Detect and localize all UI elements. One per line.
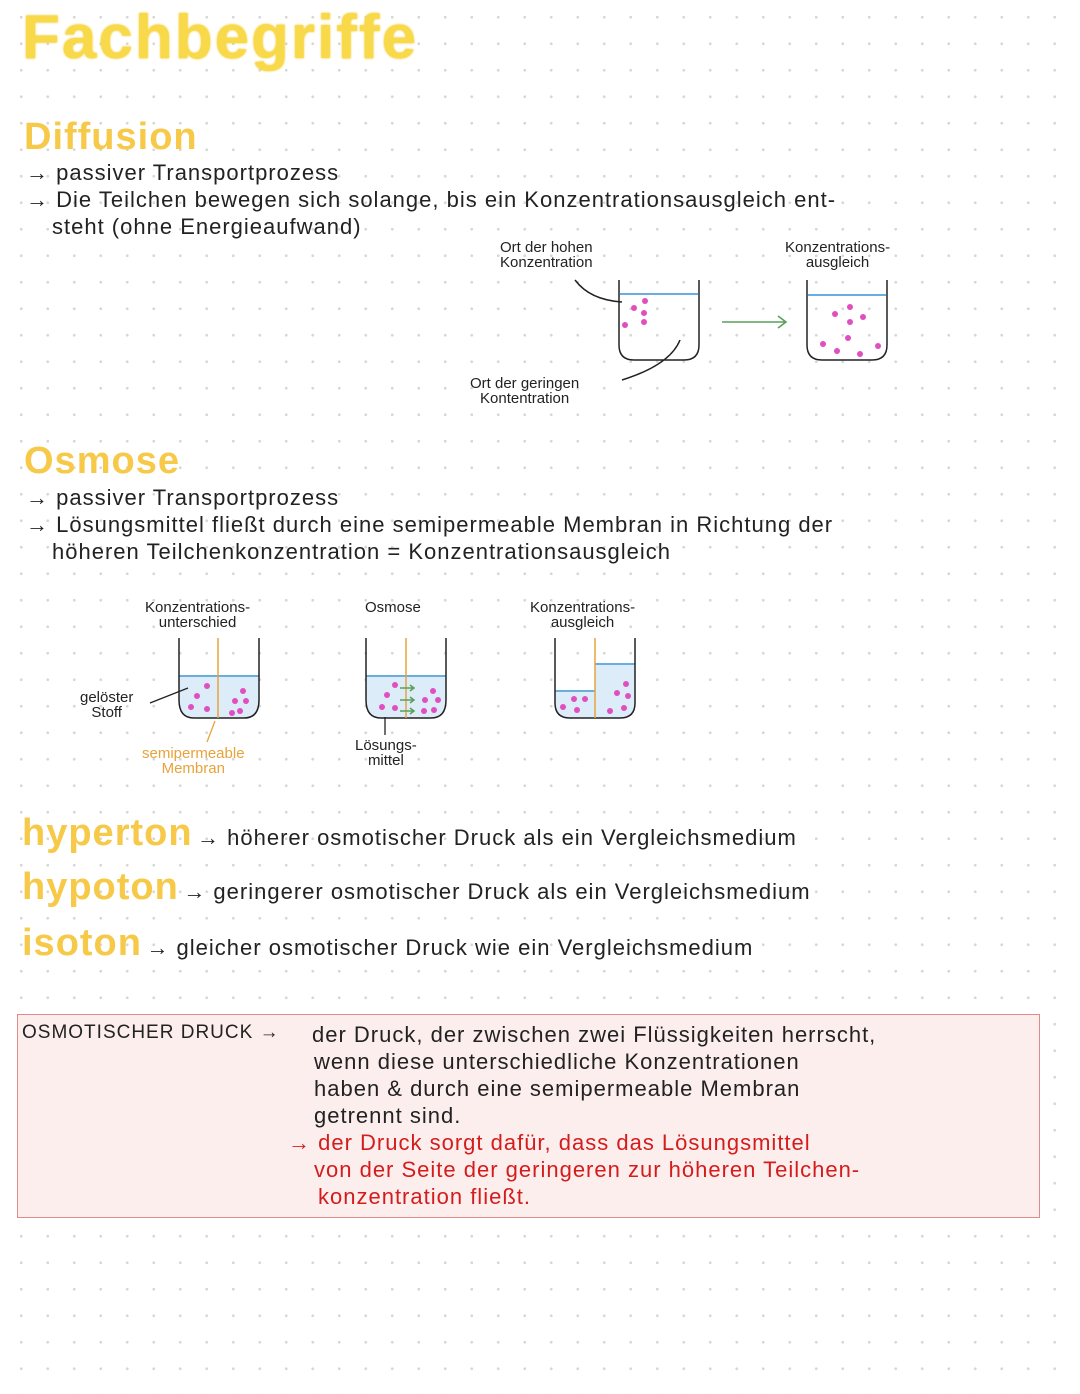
term-hypoton: hypoton → geringerer osmotischer Druck als ein Vergleichsmedium	[22, 866, 811, 908]
label-balance-osmose: Konzentrations- ausgleich	[530, 599, 636, 631]
term-isoton: isoton → gleicher osmotischer Druck wie ein Vergleichsmedium	[22, 922, 754, 964]
beaker-osmose-2	[366, 638, 446, 735]
label-balance-diffusion: Konzentrations- ausgleich	[785, 239, 891, 271]
box-line-2: wenn diese unterschiedliche Konzentrationen	[314, 1049, 800, 1074]
box-red-line-1: → der Druck sorgt dafür, dass das Lösungsmittel	[288, 1130, 811, 1155]
label-solute: gelöster Stoff	[80, 689, 134, 721]
particles-high	[622, 298, 648, 328]
box-line-1: der Druck, der zwischen zwei Flüssigkeiten herrscht,	[312, 1022, 877, 1047]
diffusion-bullet-2-cont: steht (ohne Energieaufwand)	[52, 214, 362, 239]
beaker-osmose-3	[555, 638, 635, 718]
label-high-concentration: Ort der hohen Konzentration	[500, 239, 593, 271]
beaker-balance	[807, 280, 887, 360]
heading-diffusion: Diffusion	[24, 116, 198, 158]
osmose-bullet-2: → Lösungsmittel fließt durch eine semipermeable Membran in Richtung der	[26, 512, 834, 537]
page-title: Fachbegriffe	[22, 3, 419, 72]
arrow-right-icon	[722, 316, 786, 328]
label-osmose: Osmose	[365, 599, 421, 616]
diffusion-bullet-2: → Die Teilchen bewegen sich solange, bis ein Konzentrationsausgleich ent-	[26, 187, 837, 212]
beaker-osmose-1	[150, 638, 259, 742]
osmose-bullet-1: → passiver Transportprozess	[26, 485, 340, 510]
heading-osmose: Osmose	[24, 440, 180, 482]
label-low-concentration: Ort der geringen Kontentration	[470, 375, 580, 407]
label-concentration-difference: Konzentrations- unterschied	[145, 599, 251, 631]
box-line-4: getrennt sind.	[314, 1103, 462, 1128]
box-term: OSMOTISCHER DRUCK →	[22, 1022, 280, 1043]
box-red-line-3: konzentration fließt.	[318, 1184, 531, 1209]
label-solvent: Lösungs- mittel	[355, 737, 417, 769]
term-hyperton: hyperton → höherer osmotischer Druck als ein Vergleichsmedium	[22, 812, 797, 854]
label-membrane: semipermeable Membran	[142, 745, 245, 777]
diffusion-bullet-1: → passiver Transportprozess	[26, 160, 340, 185]
box-line-3: haben & durch eine semipermeable Membran	[314, 1076, 801, 1101]
box-red-line-2: von der Seite der geringeren zur höheren Teilchen-	[314, 1157, 861, 1182]
osmose-bullet-2-cont: höheren Teilchenkonzentration = Konzentrationsausgleich	[52, 539, 672, 564]
